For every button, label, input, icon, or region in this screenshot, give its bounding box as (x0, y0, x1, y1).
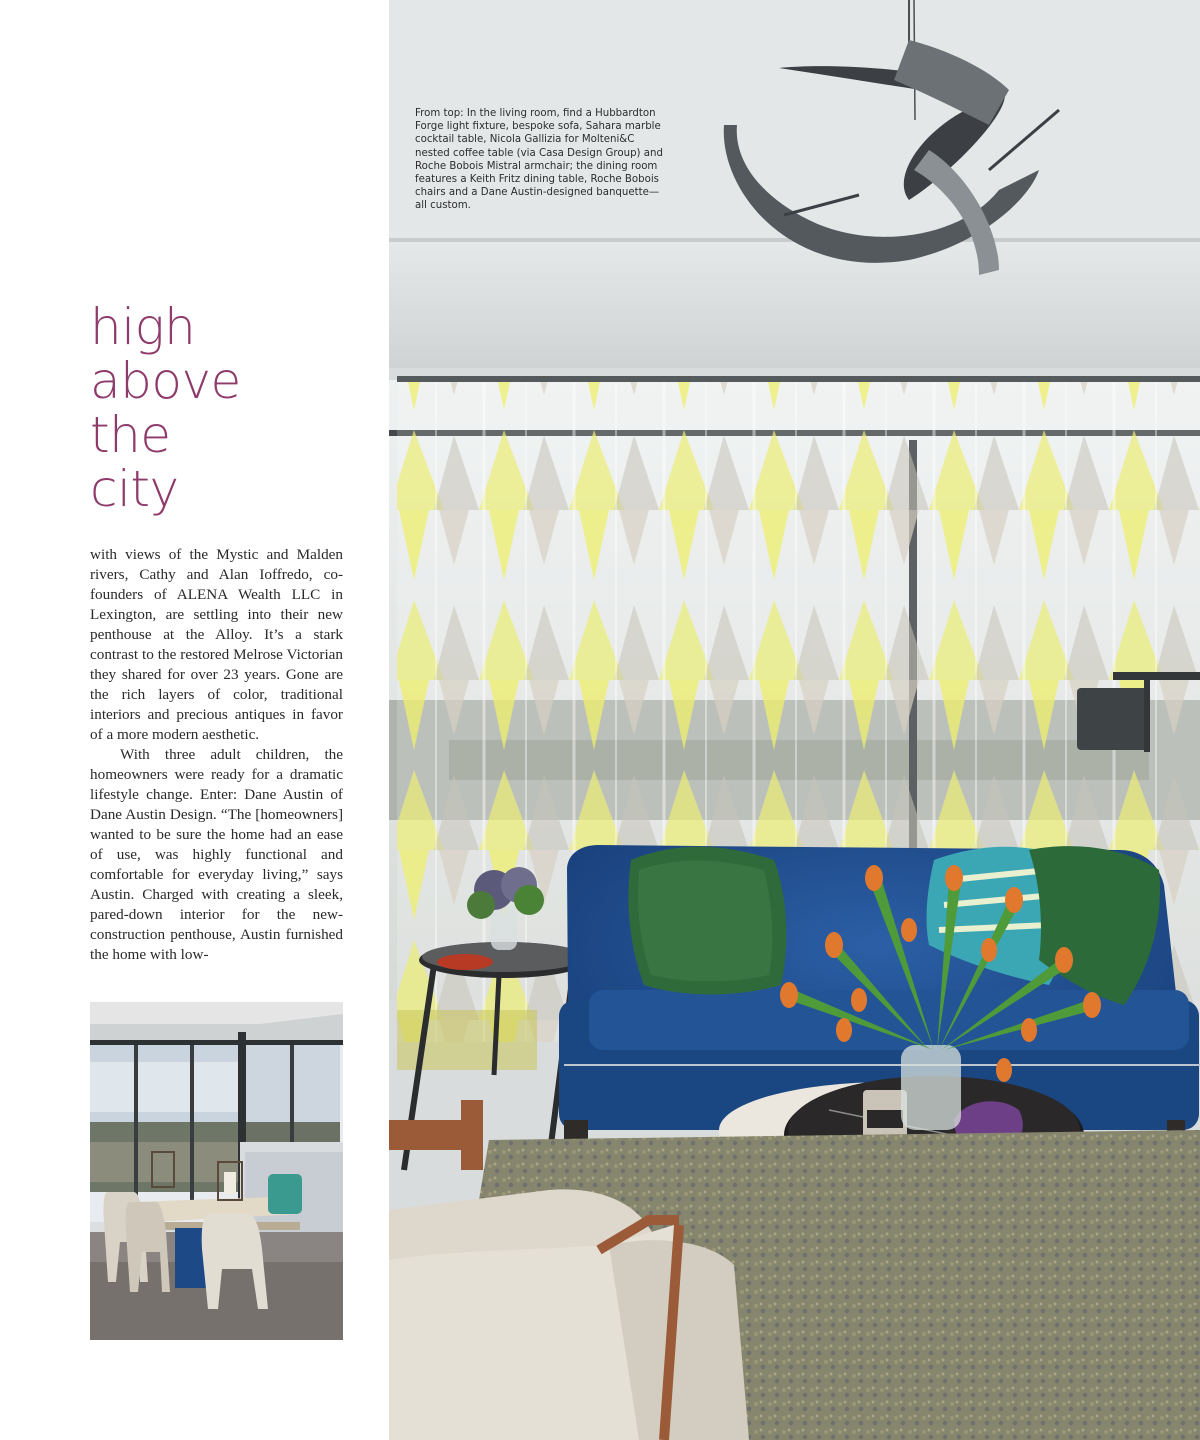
headline-line: high (90, 298, 196, 356)
headline-line: the (90, 406, 171, 464)
headline-line: city (90, 460, 179, 518)
headline-line: above (90, 352, 241, 410)
left-column (0, 0, 389, 1440)
body-paragraph: With three adult children, the homeowners were ready for a dramatic lifestyle change. Enter: Dane Austin of Dane Austin Design. “The [homeowners] wanted to be sure the home had an ease of use, was highly functional and comfortable for everyday living,” says Austin. Charged with creating a sleek, pared-down interior for the new-construction penthouse, Austin furnished the home with low- (90, 746, 343, 963)
living-room-photo (389, 0, 1200, 1440)
photo-caption: From top: In the living room, find a Hubbardton Forge light fixture, bespoke sofa, Sahara marble cocktail table, Nicola Gallizia for Molteni&C nested coffee table (via Casa Design Group) and Roche Bobois Mistral armchair; the dining room features a Keith Fritz dining table, Roche Bobois chairs and a Dane Austin-designed banquette—all custom. (415, 108, 663, 212)
article-body (90, 545, 343, 965)
article-headline (90, 300, 241, 516)
dining-room-photo (90, 1002, 343, 1340)
body-paragraph: with views of the Mystic and Malden rivers, Cathy and Alan Ioffredo, co-founders of ALENA Wealth LLC in Lexington, are settling into their new penthouse at the Alloy. It’s a stark contrast to the restored Melrose Victorian they shared for over 23 years. Gone are the rich layers of color, traditional interiors and precious antiques in favor of a more modern aesthetic. (90, 546, 343, 743)
